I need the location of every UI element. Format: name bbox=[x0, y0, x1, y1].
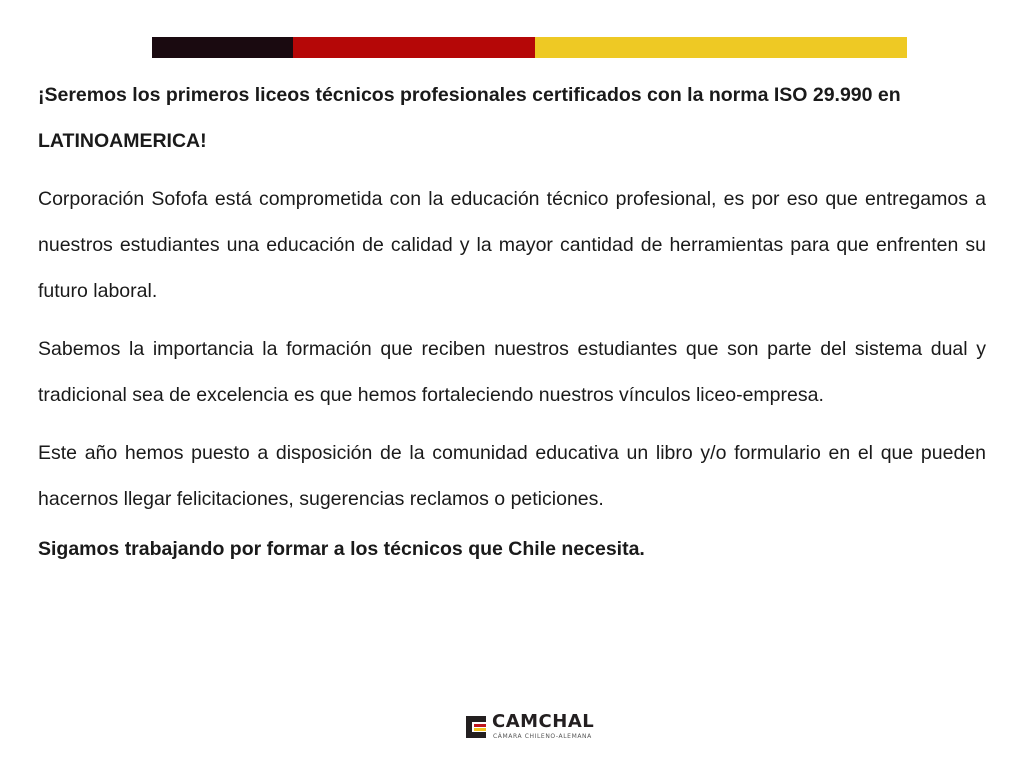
flag-gold-segment bbox=[535, 37, 907, 58]
flag-black-segment bbox=[152, 37, 293, 58]
camchal-logo bbox=[464, 711, 595, 742]
logo-name: CAMCHAL bbox=[492, 711, 595, 732]
paragraph-commitment: Corporación Sofofa está comprometida con la educación técnico profesional, es por eso que entregamos a nuestros estudiantes una educación de calidad y la mayor cantidad de herramientas para que enfrenten su futuro laboral. bbox=[38, 188, 986, 302]
flag-red-segment bbox=[293, 37, 535, 58]
slide-heading: ¡Seremos los primeros liceos técnicos profesionales certificados con la norma ISO 29.990 en LATINOAMERICA! bbox=[38, 84, 901, 152]
closing-statement: Sigamos trabajando por formar a los técnicos que Chile necesita. bbox=[38, 538, 645, 560]
paragraph-feedback-book: Este año hemos puesto a disposición de la comunidad educativa un libro y/o formulario en el que pueden hacernos llegar felicitaciones, sugerencias reclamos o peticiones. bbox=[38, 442, 986, 510]
slide-content bbox=[38, 72, 986, 572]
camchal-logo-mark-icon bbox=[464, 714, 488, 740]
logo-subtitle: CÁMARA CHILENO-ALEMANA bbox=[493, 733, 592, 740]
paragraph-dual-system: Sabemos la importancia la formación que reciben nuestros estudiantes que son parte del sistema dual y tradicional sea de excelencia es que hemos fortaleciendo nuestros vínculos liceo-empresa. bbox=[38, 338, 986, 406]
flag-color-bar bbox=[152, 37, 907, 58]
